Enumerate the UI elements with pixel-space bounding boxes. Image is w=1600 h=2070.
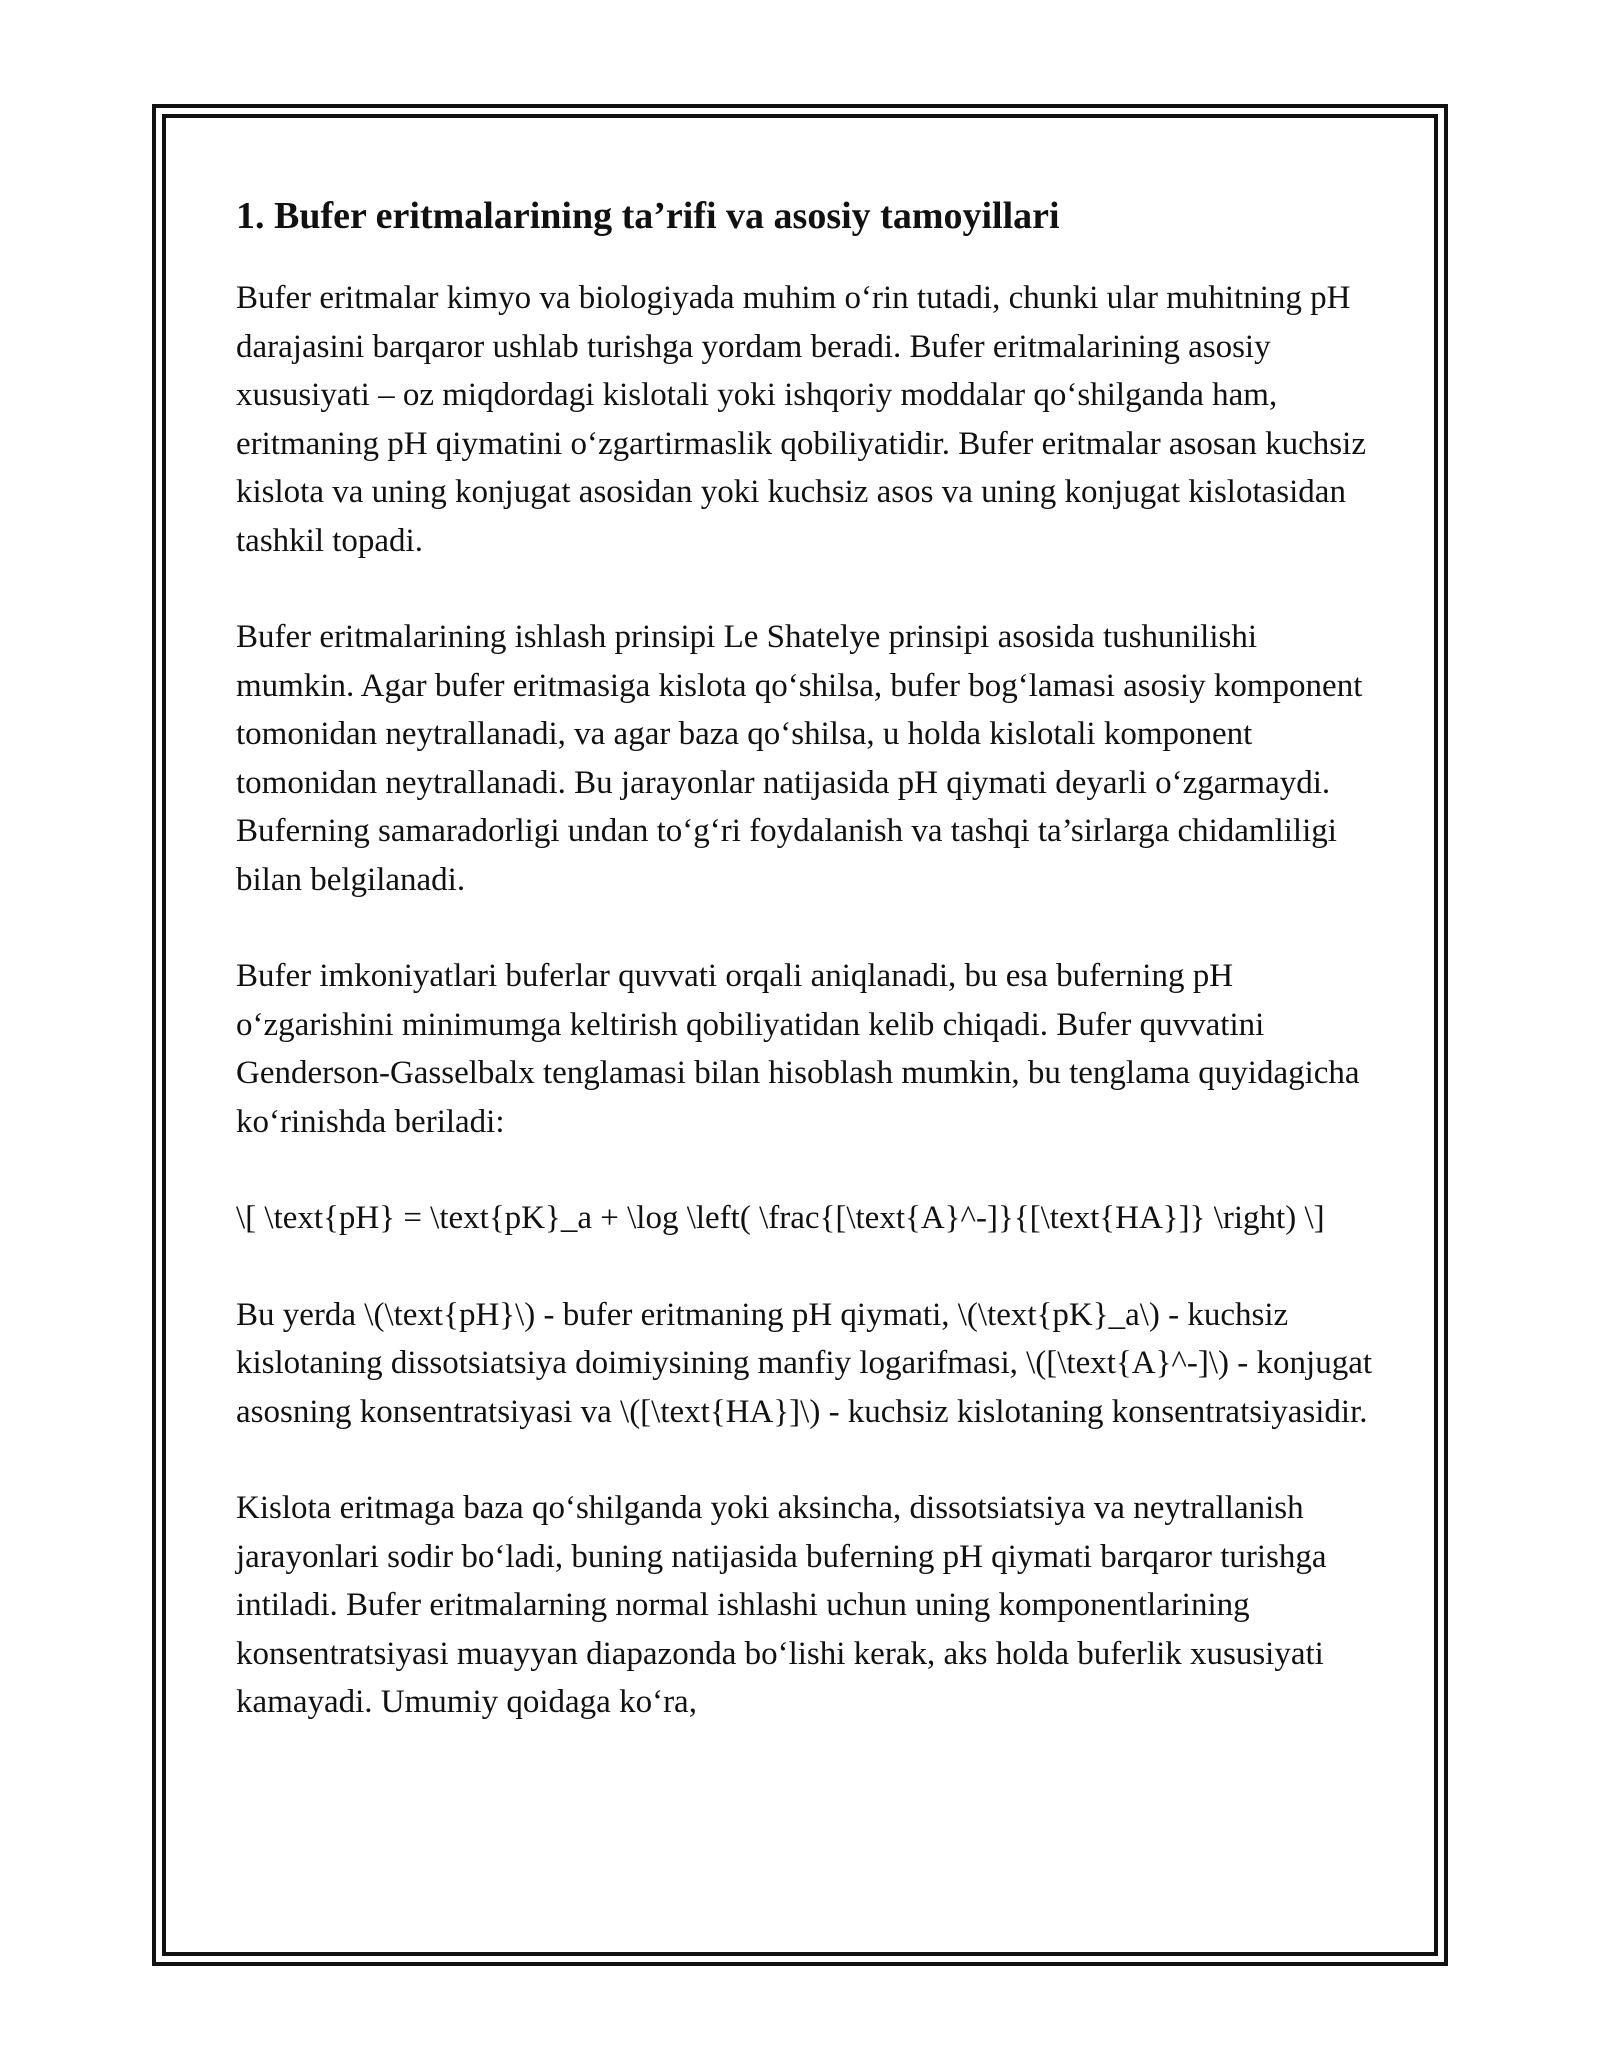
section-heading: 1. Bufer eritmalarining ta’rifi va asosiy tamoyillari bbox=[236, 195, 1060, 237]
paragraph-working-principle: Bufer eritmalarining ishlash prinsipi Le Shatelye prinsipi asosida tushunilishi mumkin. Agar bufer eritmasiga kislota qo‘shilsa, bufer bog‘lamasi asosiy komponent tomonidan neytrallanadi, va agar baza qo‘shilsa, u holda kislotali komponent tomonidan neytrallanadi. Bu jarayonlar natijasida pH qiymati deyarli o‘zgarmaydi. Buferning samaradorligi undan to‘g‘ri foydalanish va tashqi ta’sirlarga chidamliligi bilan belgilanadi. bbox=[236, 619, 1363, 898]
paragraph-equation-terms: Bu yerda \(\text{pH}\) - bufer eritmaning pH qiymati, \(\text{pK}_a\) - kuchsiz kislotaning dissotsiatsiya doimiysining manfiy logarifmasi, \([\text{A}^-]\) - konjugat asosning konsentratsiyasi va \([\text{HA}]\) - kuchsiz kislotaning konsentratsiyasidir. bbox=[236, 1296, 1373, 1430]
paragraph-neutralization: Kislota eritmaga baza qo‘shilganda yoki aksincha, dissotsiatsiya va neytrallanish jarayonlari sodir bo‘ladi, buning natijasida buferning pH qiymati barqaror turishga intiladi. Bufer eritmalarning normal ishlashi uchun uning komponentlarining konsentratsiyasi muayyan diapazonda bo‘lishi kerak, aks holda buferlik xususiyati kamayadi. Umumiy qoidaga ko‘ra, bbox=[236, 1490, 1327, 1720]
paragraph-bufer-definition: Bufer eritmalar kimyo va biologiyada muhim o‘rin tutadi, chunki ular muhitning pH darajasini barqaror ushlab turishga yordam beradi. Bufer eritmalarining asosiy xususiyati – oz miqdordagi kislotali yoki ishqoriy moddalar qo‘shilganda ham, eritmaning pH qiymatini o‘zgartirmaslik qobiliyatidir. Bufer eritmalar asosan kuchsiz kislota va uning konjugat asosidan yoki kuchsiz asos va uning konjugat kislotasidan tashkil topadi. bbox=[236, 280, 1366, 559]
paragraph-buffer-capacity: Bufer imkoniyatlari buferlar quvvati orqali aniqlanadi, bu esa buferning pH o‘zgarishini minimumga keltirish qobiliyatidan kelib chiqadi. Bufer quvvatini Genderson-Gasselbalx tenglamasi bilan hisoblash mumkin, bu tenglama quyidagicha ko‘rinishda beriladi: bbox=[236, 958, 1360, 1140]
document-body bbox=[236, 188, 1376, 1727]
equation-henderson-hasselbalch: \[ \text{pH} = \text{pK}_a + \log \left( \frac{[\text{A}^-]}{[\text{HA}]} \right) \] bbox=[236, 1200, 1325, 1236]
